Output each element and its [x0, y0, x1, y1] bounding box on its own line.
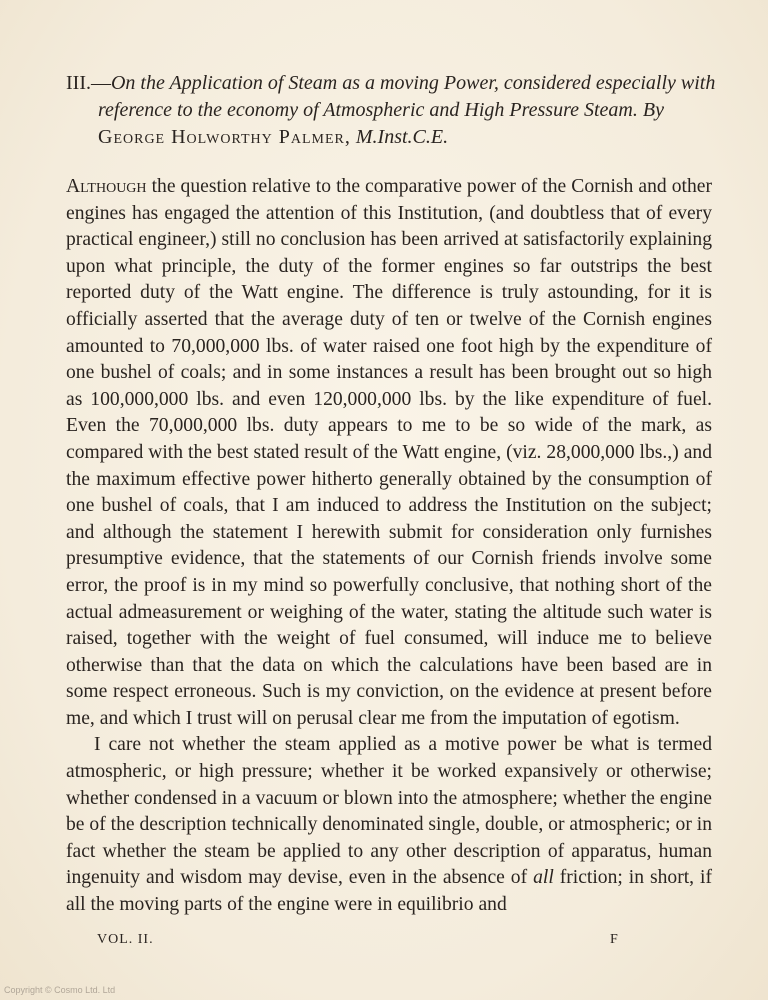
paragraph-2-text-start: I care not whether the steam applied as a motive power be what is termed atmospheric, or high pressure; whether it be worked expansively or otherwise; whether condensed in a vacuum or blown into the atmosphere; whether the engine be of the description technically denominated single, double, or atmospheric; or in fact whether the steam be applied to any other description of apparatus, human ingenuity and wisdom may devise, even in the absence of: [66, 734, 712, 889]
heading-by: By: [637, 99, 664, 121]
volume-label: VOL. II.: [97, 932, 154, 947]
author-credential: M.Inst.C.E.: [350, 126, 449, 148]
heading-line-2: [66, 97, 716, 124]
paragraph-1-text: the question relative to the comparative power of the Cornish and other engines has engaged the attention of this Institution, (and doubtless that of every practical engineer,) still no conclusion has been arrived at satisfactorily explaining upon what principle, the duty of the former engines so far outstrips the best reported duty of the Watt engine. The difference is truly astounding, for it is officially asserted that the average duty of ten or twelve of the Cornish engines amounted to 70,000,000 lbs. of water raised one foot high by the expenditure of one bushel of coals; and in some instances a result has been brought out so high as 100,000,000 lbs. and even 120,000,000 lbs. by the like expenditure of fuel. Even the 70,000,000 lbs. duty appears to me to be so wide of the mark, as compared with the best stated result of the Watt engine, (viz. 28,000,000 lbs.,) and the maximum effective power hitherto generally obtained by the consumption of one bushel of coals, that I am induced to address the Institution on the subject; and although the statement I herewith submit for consideration only furnishes presumptive evidence, that the statements of our Cornish friends involve some error, the proof is in my mind so powerfully conclusive, that nothing short of the actual admeasurement or weighing of the water, stating the altitude such water is raised, together with the weight of fuel consumed, will induce me to believe otherwise than that the data on which the calculations have been based are in some respect erroneous. Such is my conviction, on the evidence at present before me, and which I trust will on perusal clear me from the imputation of egotism.: [66, 176, 712, 729]
signature-mark: F: [610, 932, 618, 947]
article-heading: [66, 70, 716, 151]
article-body: [66, 174, 712, 919]
opening-word: Although: [66, 176, 147, 197]
paragraph-1: [66, 174, 712, 732]
heading-line-3: [66, 124, 716, 151]
heading-line-1: On the Application of Steam as a moving Power, considered especially with: [110, 72, 716, 94]
copyright-watermark: Copyright © Cosmo Ltd. Ltd: [4, 985, 116, 995]
heading-subtitle: reference to the economy of Atmospheric and High Pressure Steam.: [98, 99, 638, 121]
italic-emphasis: all: [533, 867, 554, 889]
section-numeral: III.—: [66, 72, 111, 94]
paragraph-2: [66, 732, 712, 918]
paragraph-2-text-end: friction; in short, if all the moving parts of the engine were in equilibrio and: [66, 867, 712, 916]
author-name: George Holworthy Palmer,: [98, 126, 351, 148]
